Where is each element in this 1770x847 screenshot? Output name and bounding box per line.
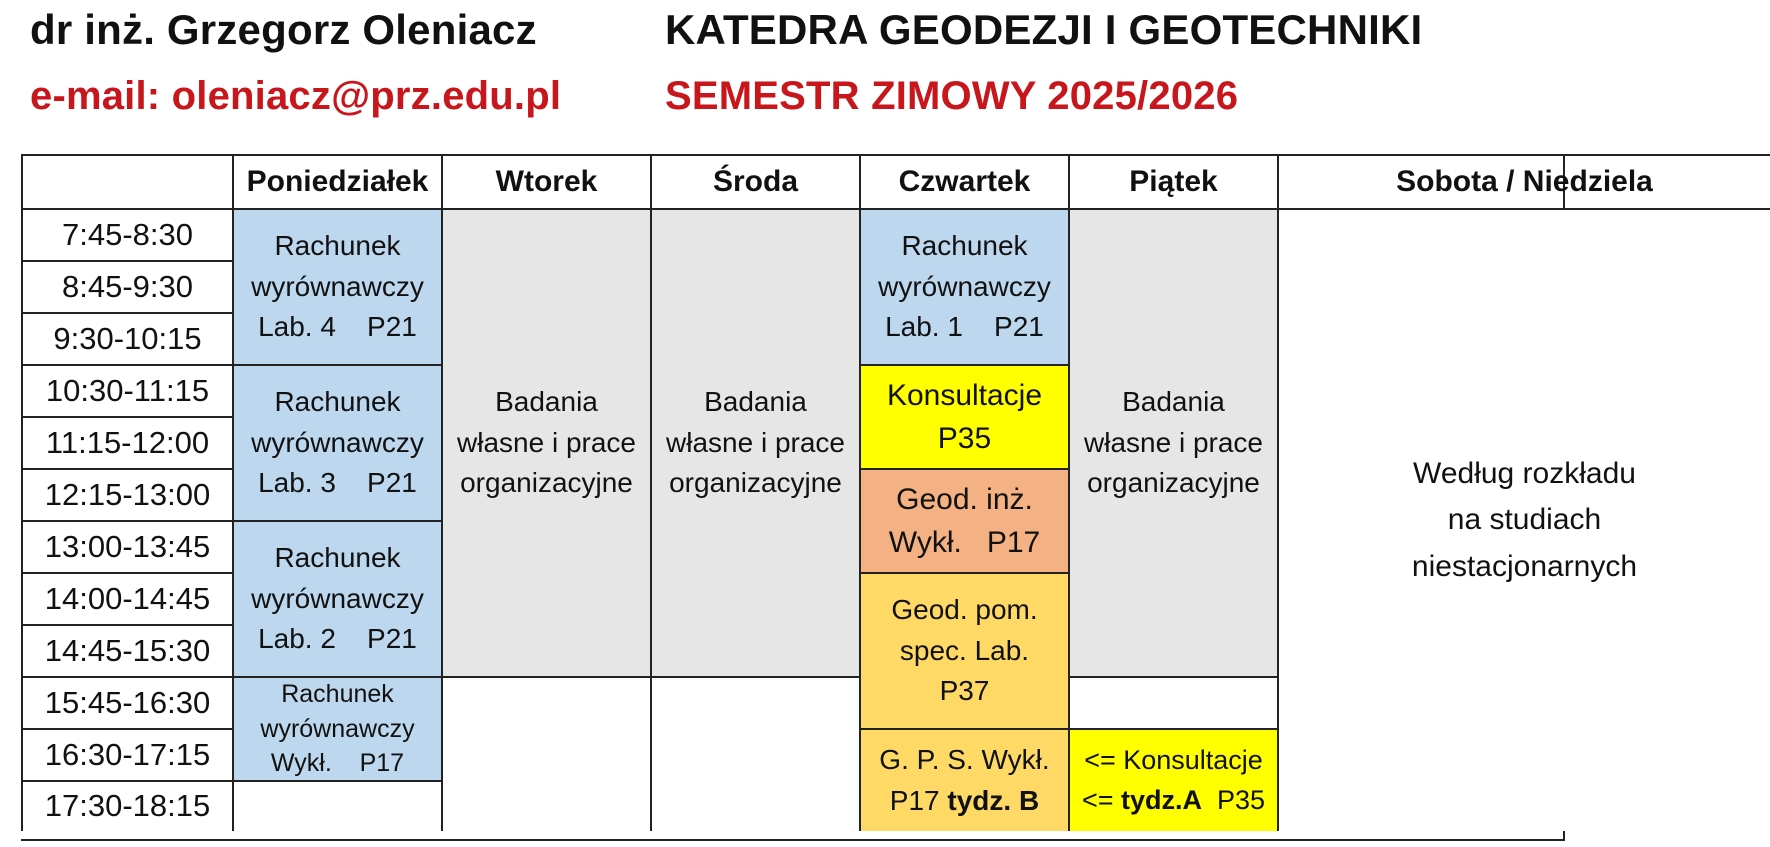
time-slot: 9:30-10:15 xyxy=(21,312,232,364)
research-line: organizacyjne xyxy=(460,467,633,499)
time-slot: 14:00-14:45 xyxy=(21,572,232,624)
research-line: własne i prace xyxy=(666,426,845,458)
tuesday-research-block xyxy=(441,208,650,676)
weekend-line: niestacjonarnych xyxy=(1411,549,1638,583)
time-slot: 12:15-13:00 xyxy=(21,468,232,520)
day-header-weekend: Sobota / Niedziela xyxy=(1277,154,1770,208)
time-slot: 8:45-9:30 xyxy=(21,260,232,312)
time-slot: 13:00-13:45 xyxy=(21,520,232,572)
week-label: tydz. B xyxy=(947,784,1040,816)
weekend-block xyxy=(1277,208,1770,831)
class-subtitle: wyrównawczy xyxy=(878,270,1051,302)
class-room: Lab. 3 P21 xyxy=(258,467,417,499)
empty-slot xyxy=(441,676,650,831)
class-title: Rachunek xyxy=(274,230,401,262)
time-slot: 11:15-12:00 xyxy=(21,416,232,468)
class-title: Rachunek xyxy=(901,230,1028,262)
class-title: Rachunek xyxy=(274,542,401,574)
thursday-geod-lab-block xyxy=(859,572,1068,728)
consultation-label: Konsultacje xyxy=(886,378,1043,412)
thursday-gps-lecture-block xyxy=(859,728,1068,831)
monday-lecture-block xyxy=(232,676,441,780)
day-header-thursday: Czwartek xyxy=(859,154,1068,208)
consultation-room: P35 xyxy=(937,422,992,455)
weekend-line: na studiach xyxy=(1447,503,1602,537)
class-room xyxy=(890,781,1039,822)
email-address[interactable]: e-mail: oleniacz@prz.edu.pl xyxy=(30,74,562,118)
room-label: P35 xyxy=(1202,784,1266,815)
research-line: Badania xyxy=(704,386,807,418)
day-header-tuesday: Wtorek xyxy=(441,154,650,208)
empty-slot xyxy=(650,676,859,831)
research-line: własne i prace xyxy=(1084,426,1263,458)
room-label: P17 xyxy=(889,784,948,816)
weekend-line: Według rozkładu xyxy=(1413,456,1636,490)
class-subtitle: wyrównawczy xyxy=(260,714,415,743)
class-room: P37 xyxy=(939,675,990,707)
schedule-table xyxy=(21,154,1653,841)
day-header-wednesday: Środa xyxy=(650,154,859,208)
class-room: Lab. 2 P21 xyxy=(258,623,417,655)
consultation-label: <= Konsultacje xyxy=(1084,745,1263,776)
class-room: Lab. 1 P21 xyxy=(885,311,1044,343)
time-slot: 14:45-15:30 xyxy=(21,624,232,676)
time-slot: 10:30-11:15 xyxy=(21,364,232,416)
wednesday-research-block xyxy=(650,208,859,676)
class-subtitle: spec. Lab. xyxy=(899,634,1030,666)
department-title: KATEDRA GEODEZJI I GEOTECHNIKI xyxy=(665,6,1423,53)
research-line: własne i prace xyxy=(457,426,636,458)
class-title: Geod. inż. xyxy=(896,482,1033,516)
class-subtitle: wyrównawczy xyxy=(251,270,424,302)
class-subtitle: wyrównawczy xyxy=(251,426,424,458)
class-subtitle: wyrównawczy xyxy=(251,582,424,614)
research-line: organizacyjne xyxy=(669,467,842,499)
class-room: Wykł. P17 xyxy=(270,749,405,778)
class-title: Rachunek xyxy=(274,386,401,418)
research-line: Badania xyxy=(495,386,598,418)
class-room: Lab. 4 P21 xyxy=(258,311,417,343)
class-room: Wykł. P17 xyxy=(888,526,1041,559)
thursday-geod-lecture-block xyxy=(859,468,1068,572)
class-title: G. P. S. Wykł. xyxy=(879,743,1050,775)
day-header-friday: Piątek xyxy=(1068,154,1277,208)
monday-lab2-block xyxy=(232,520,441,676)
time-slot: 17:30-18:15 xyxy=(21,780,232,831)
time-slot: 15:45-16:30 xyxy=(21,676,232,728)
arrow-label: <= xyxy=(1081,784,1121,815)
monday-lab3-block xyxy=(232,364,441,520)
semester-title: SEMESTR ZIMOWY 2025/2026 xyxy=(665,74,1239,118)
consultation-week xyxy=(1082,781,1265,820)
time-slot: 16:30-17:15 xyxy=(21,728,232,780)
research-line: Badania xyxy=(1122,386,1225,418)
empty-slot xyxy=(232,780,441,831)
thursday-consultation-block xyxy=(859,364,1068,468)
thursday-lab1-block xyxy=(859,208,1068,364)
time-slot: 7:45-8:30 xyxy=(21,208,232,260)
class-title: Rachunek xyxy=(281,680,394,709)
friday-research-block xyxy=(1068,208,1277,676)
day-header-monday: Poniedziałek xyxy=(232,154,441,208)
week-label: tydz.A xyxy=(1121,784,1202,815)
research-line: organizacyjne xyxy=(1087,467,1260,499)
monday-lab4-block xyxy=(232,208,441,364)
teacher-name: dr inż. Grzegorz Oleniacz xyxy=(30,6,537,53)
friday-consultation-block xyxy=(1068,728,1277,831)
empty-slot xyxy=(1068,676,1277,728)
class-title: Geod. pom. xyxy=(891,594,1038,626)
corner-cell xyxy=(21,154,232,208)
